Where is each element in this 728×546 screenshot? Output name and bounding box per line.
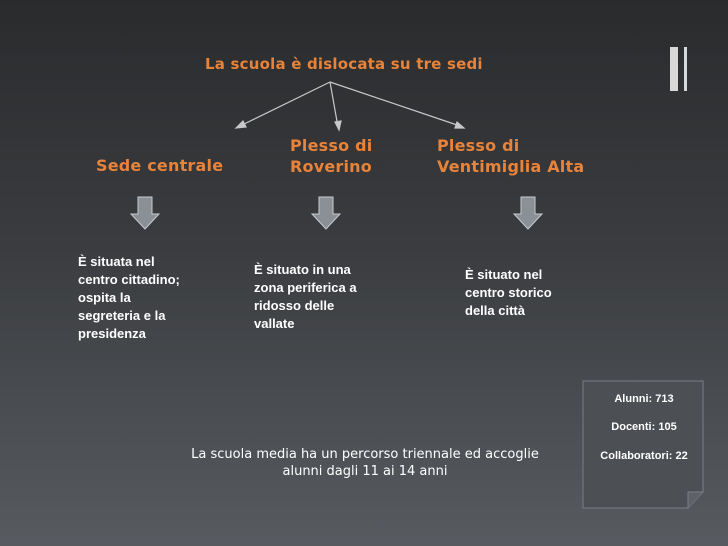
down-arrow-1: [131, 197, 159, 229]
footer-note: La scuola media ha un percorso triennale ed accoglie alunni dagli 11 ai 14 anni: [191, 447, 539, 479]
diagram-title: La scuola è dislocata su tre sedi: [205, 55, 483, 73]
stat-collaboratori: Collaboratori: 22: [600, 450, 688, 462]
plesso-ventimiglia-label: Plesso di Ventimiglia Alta: [437, 136, 585, 176]
down-arrow-2: [312, 197, 340, 229]
sede-centrale-label: Sede centrale: [96, 156, 224, 175]
stat-alunni: Alunni: 713: [614, 393, 674, 405]
stat-docenti: Docenti: 105: [611, 421, 677, 433]
plesso-roverino-label: Plesso di Roverino: [290, 136, 373, 176]
plesso-ventimiglia-description: È situato nel centro storico della città: [465, 267, 552, 318]
sede-centrale-description: È situata nel centro cittadino; ospita la segreteria e la presidenza: [78, 254, 180, 341]
down-arrow-3: [514, 197, 542, 229]
plesso-roverino-description: È situato in una zona periferica a ridosso delle vallate: [254, 262, 357, 331]
